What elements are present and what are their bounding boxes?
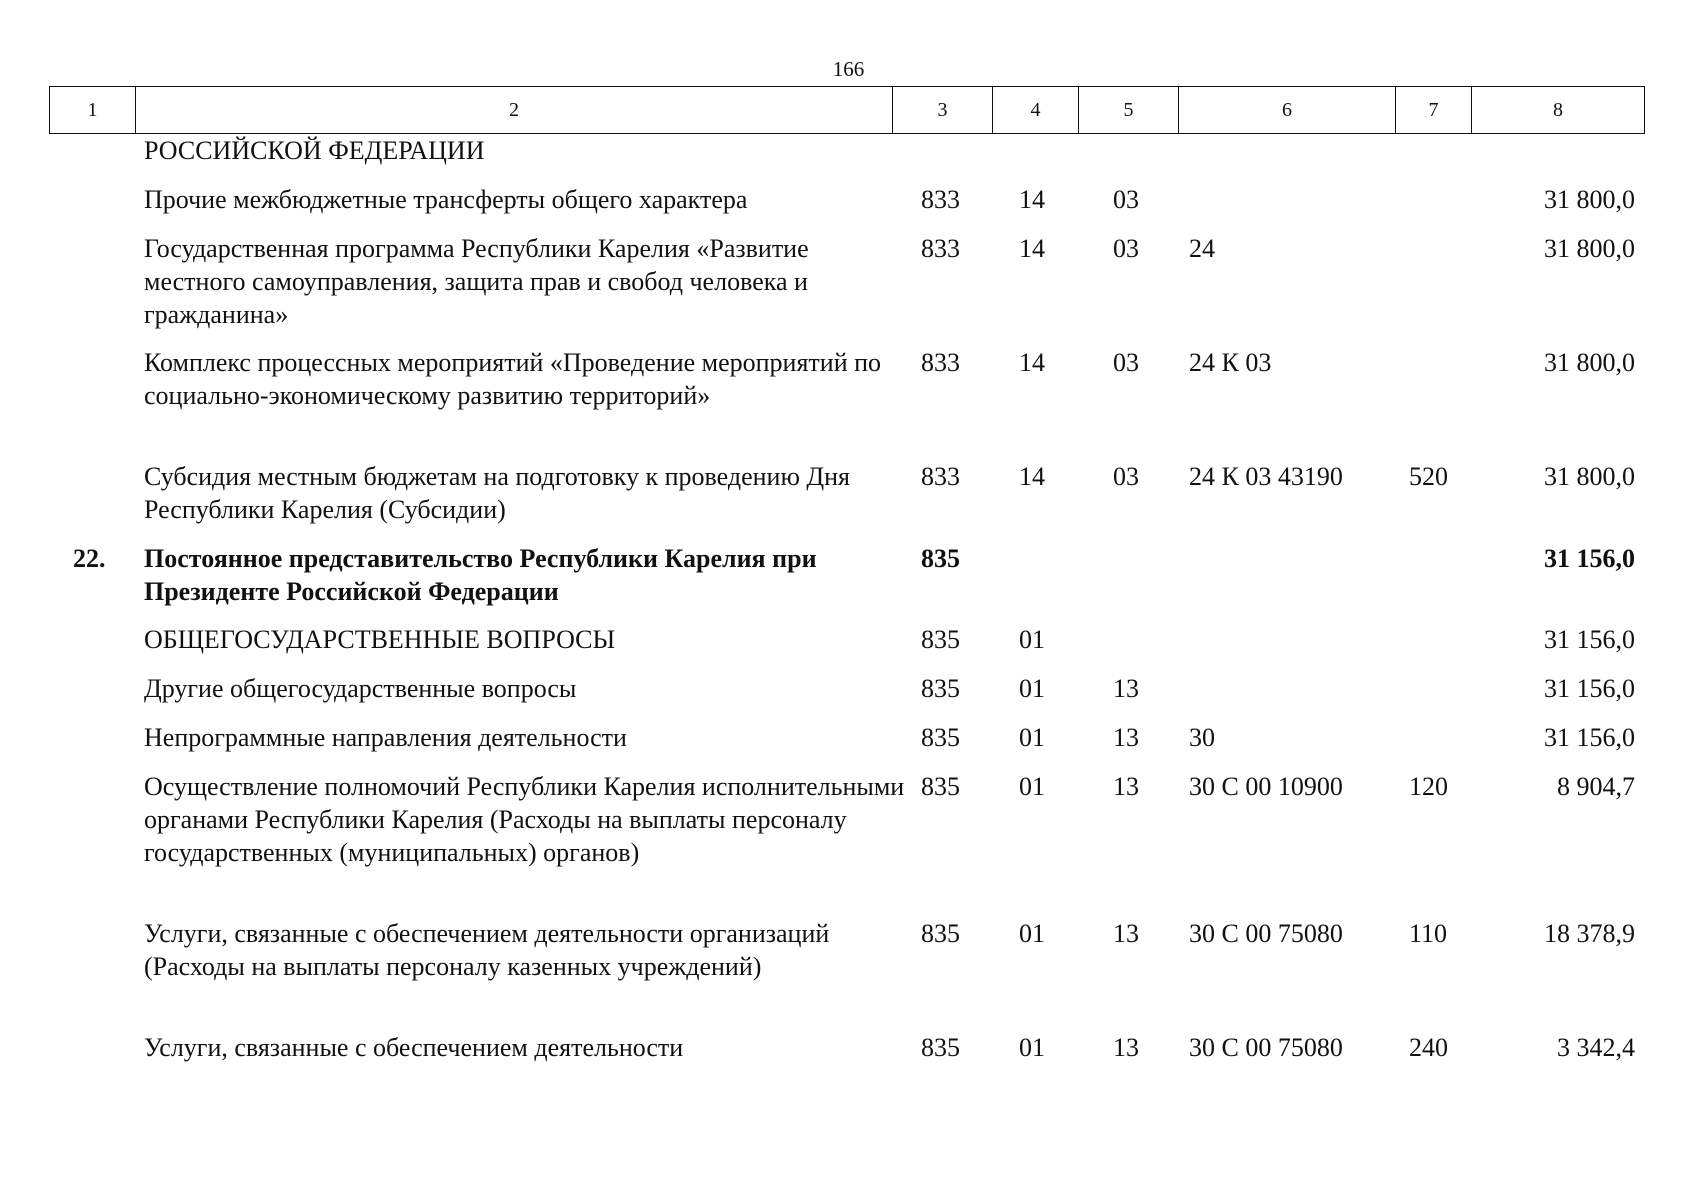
column-header-8: 8 <box>1472 87 1645 134</box>
page-number: 166 <box>832 57 865 81</box>
row-name: Субсидия местным бюджетам на подготовку к проведению Дня Республики Карелия (Субсидии) <box>144 462 850 524</box>
row-target-article: 24 <box>1189 234 1215 263</box>
row-target-article: 30 С 00 10900 <box>1189 772 1343 801</box>
table-row <box>49 1031 1644 1080</box>
row-name: Непрограммные направления деятельности <box>144 723 627 752</box>
row-expense-type: 520 <box>1409 462 1448 491</box>
column-header-2: 2 <box>136 87 893 134</box>
table-row <box>49 542 1644 623</box>
column-header-1: 1 <box>50 87 136 134</box>
row-name: Осуществление полномочий Республики Карелия исполнительными органами Республики Карелия (Расходы на выплаты персоналу государственных (муниципальных) органов) <box>144 772 905 867</box>
row-subsection-code: 13 <box>1113 723 1139 752</box>
row-section-code: 14 <box>1019 348 1045 377</box>
row-ministry-code: 833 <box>921 234 960 263</box>
table-row <box>49 183 1644 232</box>
table-row <box>49 672 1644 721</box>
row-section-code: 01 <box>1019 723 1045 752</box>
table-row <box>49 346 1644 460</box>
row-target-article: 30 С 00 75080 <box>1189 919 1343 948</box>
row-amount: 31 156,0 <box>1544 723 1635 752</box>
row-expense-type: 240 <box>1409 1033 1448 1062</box>
row-name: РОССИЙСКОЙ ФЕДЕРАЦИИ <box>144 136 485 165</box>
row-ministry-code: 835 <box>921 674 960 703</box>
row-subsection-code: 03 <box>1113 348 1139 377</box>
budget-rows <box>49 134 1644 1080</box>
column-header-3: 3 <box>893 87 993 134</box>
column-header-5: 5 <box>1079 87 1179 134</box>
table-row <box>49 232 1644 346</box>
column-header-6: 6 <box>1179 87 1396 134</box>
row-name: Прочие межбюджетные трансферты общего характера <box>144 185 748 214</box>
table-row <box>49 460 1644 542</box>
row-name: Государственная программа Республики Карелия «Развитие местного самоуправления, защита прав и свобод человека и гражданина» <box>144 234 809 329</box>
row-section-code: 14 <box>1019 462 1045 491</box>
row-section-code: 01 <box>1019 1033 1045 1062</box>
row-subsection-code: 03 <box>1113 462 1139 491</box>
row-name: Постоянное представительство Республики Карелия при Президенте Российской Федерации <box>144 544 817 606</box>
row-amount: 31 156,0 <box>1544 674 1635 703</box>
row-target-article: 30 <box>1189 723 1215 752</box>
table-row <box>49 134 1644 183</box>
row-amount: 31 156,0 <box>1544 544 1635 573</box>
row-ministry-code: 833 <box>921 462 960 491</box>
column-header-7: 7 <box>1396 87 1472 134</box>
row-expense-type: 110 <box>1409 919 1448 948</box>
row-name: Другие общегосударственные вопросы <box>144 674 577 703</box>
row-ministry-code: 833 <box>921 348 960 377</box>
row-subsection-code: 03 <box>1113 185 1139 214</box>
row-section-code: 14 <box>1019 234 1045 263</box>
row-target-article: 30 С 00 75080 <box>1189 1033 1343 1062</box>
row-name: ОБЩЕГОСУДАРСТВЕННЫЕ ВОПРОСЫ <box>144 625 616 654</box>
row-section-code: 14 <box>1019 185 1045 214</box>
row-section-code: 01 <box>1019 772 1045 801</box>
row-ministry-code: 835 <box>921 772 960 801</box>
row-section-code: 01 <box>1019 674 1045 703</box>
table-row <box>49 770 1644 917</box>
column-header-row <box>50 87 1645 134</box>
row-ministry-code: 833 <box>921 185 960 214</box>
column-header-4: 4 <box>993 87 1079 134</box>
row-subsection-code: 13 <box>1113 1033 1139 1062</box>
row-amount: 18 378,9 <box>1544 919 1635 948</box>
row-name: Услуги, связанные с обеспечением деятельности организаций (Расходы на выплаты персоналу казенных учреждений) <box>144 919 830 981</box>
row-subsection-code: 13 <box>1113 919 1139 948</box>
row-amount: 31 800,0 <box>1544 185 1635 214</box>
column-header-table <box>49 86 1645 134</box>
row-target-article: 24 К 03 43190 <box>1189 462 1343 491</box>
row-section-code: 01 <box>1019 919 1045 948</box>
row-section-code: 01 <box>1019 625 1045 654</box>
row-amount: 31 156,0 <box>1544 625 1635 654</box>
row-amount: 3 342,4 <box>1557 1033 1635 1062</box>
table-row <box>49 917 1644 1031</box>
row-amount: 31 800,0 <box>1544 234 1635 263</box>
row-subsection-code: 13 <box>1113 772 1139 801</box>
row-ministry-code: 835 <box>921 723 960 752</box>
row-ministry-code: 835 <box>921 919 960 948</box>
row-ministry-code: 835 <box>921 625 960 654</box>
row-amount: 8 904,7 <box>1557 772 1635 801</box>
row-subsection-code: 13 <box>1113 674 1139 703</box>
row-target-article: 24 К 03 <box>1189 348 1272 377</box>
row-name: Комплекс процессных мероприятий «Проведение мероприятий по социально-экономическому развитию территорий» <box>144 348 882 410</box>
row-subsection-code: 03 <box>1113 234 1139 263</box>
row-ministry-code: 835 <box>921 544 960 573</box>
row-name: Услуги, связанные с обеспечением деятельности <box>144 1033 684 1062</box>
row-amount: 31 800,0 <box>1544 348 1635 377</box>
row-amount: 31 800,0 <box>1544 462 1635 491</box>
row-expense-type: 120 <box>1409 772 1448 801</box>
row-number: 22. <box>73 544 106 573</box>
table-row <box>49 721 1644 770</box>
table-row <box>49 623 1644 672</box>
row-ministry-code: 835 <box>921 1033 960 1062</box>
